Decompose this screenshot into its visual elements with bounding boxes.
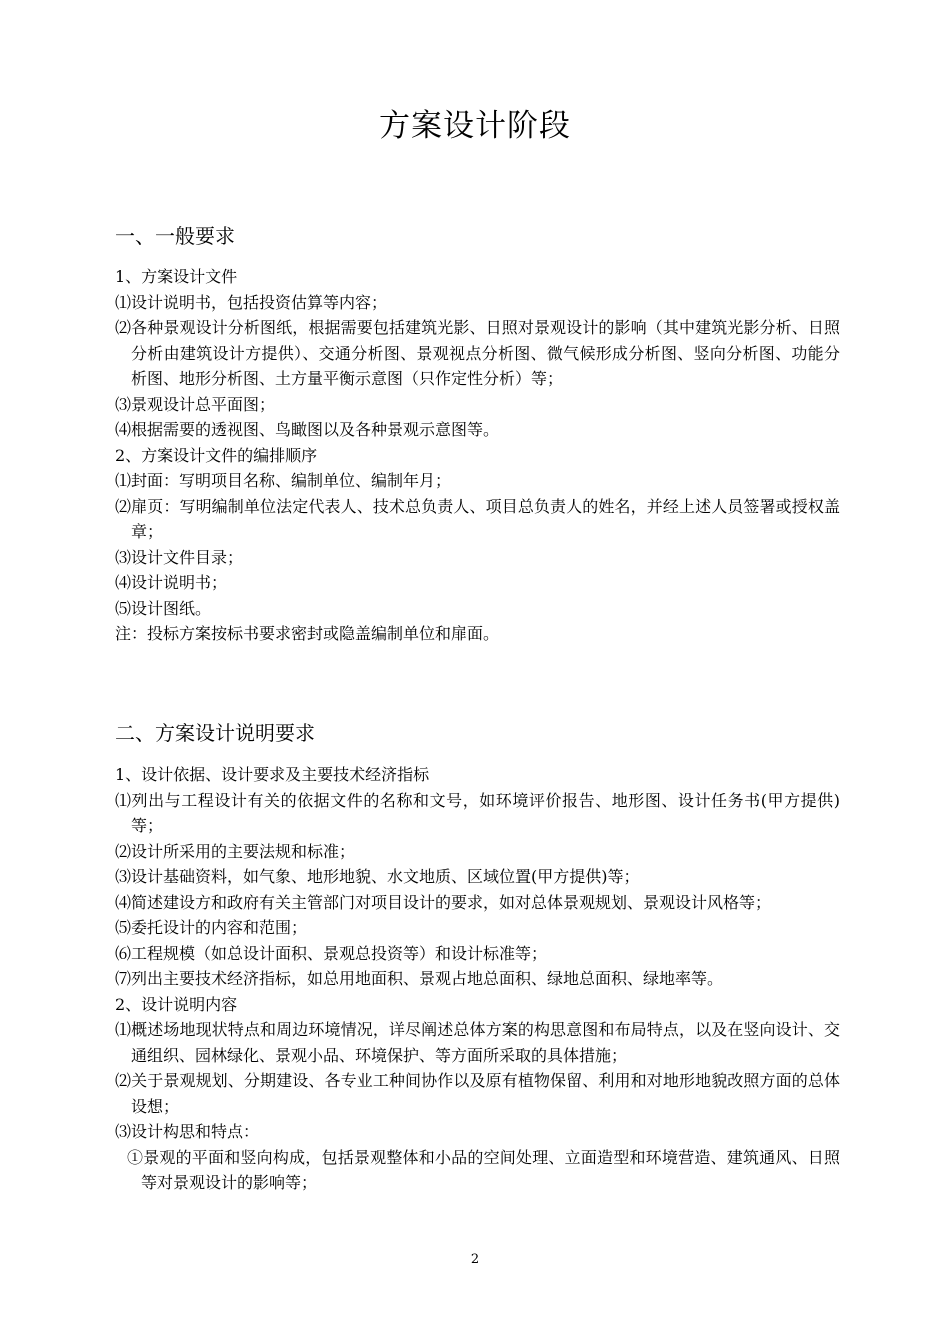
- page-number: 2: [470, 1252, 480, 1267]
- list-item: ⑷简述建设方和政府有关主管部门对项目设计的要求，如对总体景观规划、景观设计风格等；: [115, 892, 772, 912]
- list-item: ⑵扉页：写明编制单位法定代表人、技术总负责人、项目总负责人的姓名，并经上述人员签署或授权盖章；: [115, 496, 840, 541]
- list-item: ⑵关于景观规划、分期建设、各专业工种间协作以及原有植物保留、利用和对地形地貌改照方面的总体设想；: [115, 1071, 840, 1116]
- list-item: ⑶景观设计总平面图；: [115, 394, 276, 414]
- list-item: ⑴封面：写明项目名称、编制单位、编制年月；: [115, 471, 452, 490]
- list-item: ⑵各种景观设计分析图纸，根据需要包括建筑光影、日照对景观设计的影响（其中建筑光影分析、日照分析由建筑设计方提供）、交通分析图、景观视点分析图、微气候形成分析图、竖向分析图、功能分析图、地形分析图、土方量平衡示意图（只作定性分析）等；: [115, 318, 840, 388]
- section-heading-design-description: 二、方案设计说明要求: [115, 721, 315, 745]
- list-item: ⑺列出主要技术经济指标，如总用地面积、景观占地总面积、绿地总面积、绿地率等。: [115, 969, 724, 988]
- section-design-description: [115, 762, 840, 1196]
- subsection-title: 2、方案设计文件的编排顺序: [115, 445, 318, 465]
- list-item: ⑵设计所采用的主要法规和标准；: [115, 841, 356, 861]
- list-item: ⑷设计说明书；: [115, 573, 228, 592]
- list-item: ⑷根据需要的透视图、鸟瞰图以及各种景观示意图等。: [115, 420, 500, 439]
- list-item: ⑶设计构思和特点：: [115, 1122, 260, 1141]
- list-item: ⑴设计说明书，包括投资估算等内容；: [115, 292, 388, 312]
- list-item: ⑴列出与工程设计有关的依据文件的名称和文号，如环境评价报告、地形图、设计任务书(甲方提供)等；: [115, 790, 840, 835]
- list-item: ⑴概述场地现状特点和周边环境情况，详尽阐述总体方案的构思意图和布局特点，以及在竖向设计、交通组织、园林绿化、景观小品、环境保护、等方面所采取的具体措施；: [115, 1020, 840, 1065]
- list-item: ⑸设计图纸。: [115, 598, 212, 618]
- section-general-requirements: [115, 264, 840, 647]
- subsection-title: 1、方案设计文件: [115, 267, 238, 286]
- note: 注：投标方案按标书要求密封或隐盖编制单位和扉面。: [115, 624, 500, 643]
- list-item: ⑹工程规模（如总设计面积、景观总投资等）和设计标准等；: [115, 943, 548, 963]
- list-item: ⑶设计基础资料，如气象、地形地貌、水文地质、区域位置(甲方提供)等；: [115, 867, 640, 886]
- page-title: 方案设计阶段: [379, 108, 571, 144]
- list-item: ⑸委托设计的内容和范围；: [115, 918, 308, 937]
- sub-list-item: ①景观的平面和竖向构成，包括景观整体和小品的空间处理、立面造型和环境营造、建筑通风、日照等对景观设计的影响等；: [127, 1147, 840, 1192]
- subsection-title: 1、设计依据、设计要求及主要技术经济指标: [115, 765, 430, 784]
- section-heading-general-requirements: 一、一般要求: [115, 224, 235, 248]
- list-item: ⑶设计文件目录；: [115, 547, 244, 567]
- subsection-title: 2、设计说明内容: [115, 994, 238, 1014]
